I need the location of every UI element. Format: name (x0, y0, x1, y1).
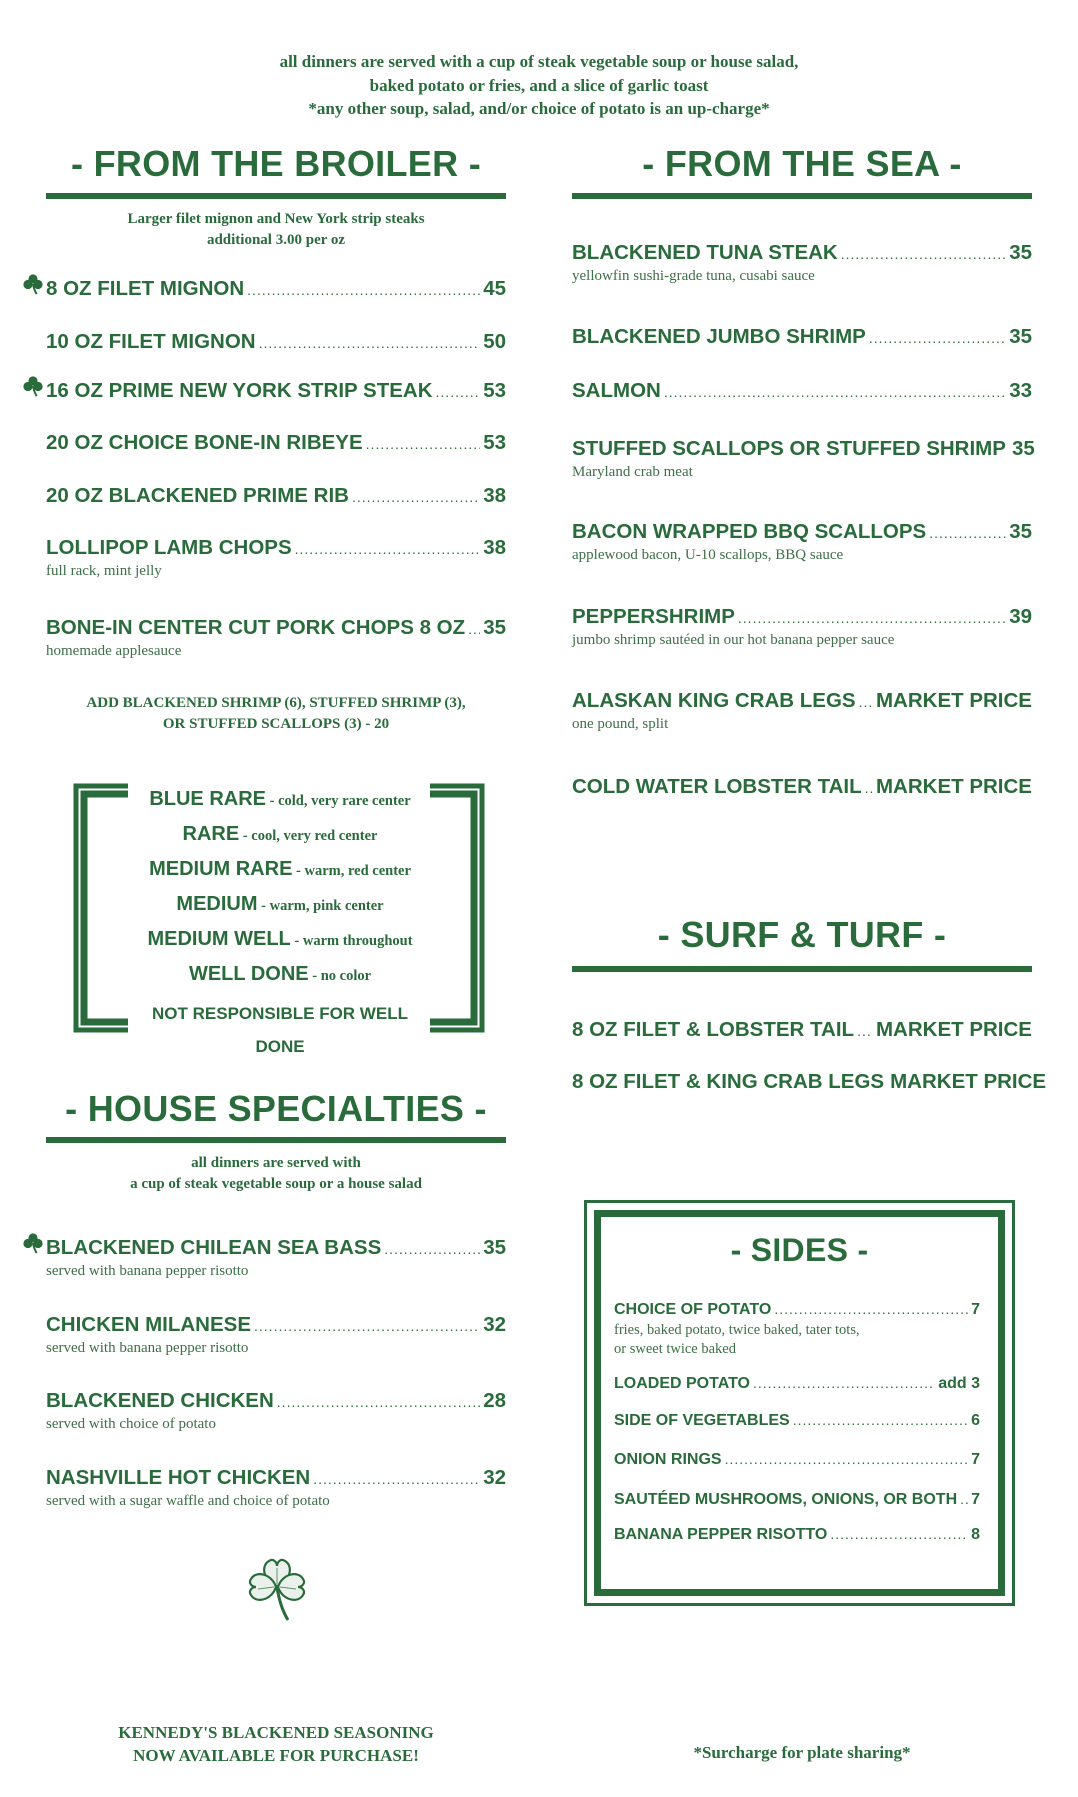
house-heading: - HOUSE SPECIALTIES - (65, 1088, 487, 1129)
menu-item (46, 615, 506, 660)
sea-rule (572, 193, 1032, 199)
leader-dots (436, 379, 481, 405)
temp-row (130, 923, 430, 958)
item-row (46, 378, 506, 405)
broiler-note-line-1: Larger filet mignon and New York strip steaks (127, 211, 425, 227)
item-row (46, 1388, 506, 1415)
item-price: 38 (483, 484, 506, 507)
item-price: 35 (483, 616, 506, 639)
leader-dots (869, 325, 1006, 351)
leader-dots (384, 1236, 480, 1262)
leader-dots (793, 1409, 968, 1431)
leader-dots (859, 689, 873, 715)
temp-row (130, 783, 430, 818)
addon-line-2: OR STUFFED SCALLOPS (3) - 20 (162, 716, 390, 732)
item-price: MARKET PRICE (875, 775, 1032, 798)
item-name: BLACKENED TUNA STEAK (572, 241, 838, 264)
leader-dots (830, 1523, 968, 1545)
item-name: LOLLIPOP LAMB CHOPS (46, 536, 292, 559)
temp-row (130, 818, 430, 853)
menu-item (46, 329, 506, 356)
item-price: 35 (1009, 325, 1032, 348)
side-item (614, 1488, 980, 1511)
side-item (614, 1298, 980, 1359)
item-name: SAUTÉED MUSHROOMS, ONIONS, OR BOTH (614, 1491, 958, 1508)
item-row (614, 1448, 980, 1471)
menu-item (46, 430, 506, 457)
item-description: one pound, split (572, 716, 669, 732)
item-row (572, 688, 1032, 715)
item-name: ALASKAN KING CRAB LEGS (572, 689, 856, 712)
item-description: full rack, mint jelly (46, 563, 162, 579)
temp-desc: - warm, pink center (257, 898, 384, 914)
menu-item (572, 1017, 1032, 1044)
house-note-line-2: a cup of steak vegetable soup or a house salad (130, 1176, 422, 1192)
intro-note (0, 50, 1078, 121)
item-description: served with a sugar waffle and choice of potato (46, 1493, 330, 1509)
item-row (614, 1523, 980, 1546)
menu-item (572, 324, 1032, 351)
shamrock-logo-icon (242, 1552, 312, 1624)
item-row (614, 1409, 980, 1432)
item-name: BACON WRAPPED BBQ SCALLOPS (572, 520, 927, 543)
item-price: 33 (1009, 379, 1032, 402)
item-name: BLACKENED CHILEAN SEA BASS (46, 1236, 382, 1259)
menu-item (46, 1388, 506, 1433)
item-name: COLD WATER LOBSTER TAIL (572, 775, 862, 798)
temp-term: BLUE RARE (149, 788, 266, 810)
item-description: yellowfin sushi-grade tuna, cusabi sauce (572, 268, 815, 284)
item-name: PEPPERSHRIMP (572, 605, 735, 628)
sides-heading: - SIDES - (730, 1232, 869, 1268)
seasoning-note (46, 1721, 506, 1767)
leader-dots (295, 536, 481, 562)
leader-dots (841, 241, 1006, 267)
menu-item (46, 1312, 506, 1357)
menu-item (46, 535, 506, 580)
item-row (572, 1017, 1032, 1044)
item-row (572, 1069, 1047, 1096)
item-price: 7 (971, 1451, 980, 1468)
house-rule (46, 1137, 506, 1143)
item-price: 35 (1009, 241, 1032, 264)
leader-dots (929, 520, 1006, 546)
item-name: BONE-IN CENTER CUT PORK CHOPS 8 OZ (46, 616, 466, 639)
item-name: 16 OZ PRIME NEW YORK STRIP STEAK (46, 379, 433, 402)
menu-item (46, 378, 506, 405)
item-name: 8 OZ FILET MIGNON (46, 277, 245, 300)
sea-heading: - FROM THE SEA - (642, 143, 962, 184)
leader-dots (774, 1298, 968, 1320)
leader-dots (247, 277, 480, 303)
item-name: BLACKENED JUMBO SHRIMP (572, 325, 866, 348)
menu-item (572, 519, 1032, 564)
item-description: Maryland crab meat (572, 464, 693, 480)
item-price: 32 (483, 1466, 506, 1489)
item-description: jumbo shrimp sautéed in our hot banana pepper sauce (572, 632, 895, 648)
menu-item (46, 1465, 506, 1510)
temp-row (130, 888, 430, 923)
item-row (572, 240, 1032, 267)
item-row (46, 1465, 506, 1492)
item-price: 35 (1009, 520, 1032, 543)
temp-desc: - no color (308, 968, 372, 984)
addon-line-1: ADD BLACKENED SHRIMP (6), STUFFED SHRIMP (3), (86, 695, 466, 711)
item-name: 10 OZ FILET MIGNON (46, 330, 256, 353)
item-price: MARKET PRICE (875, 1018, 1032, 1041)
leader-dots (960, 1488, 968, 1510)
broiler-rule (46, 193, 506, 199)
item-price: 35 (1011, 437, 1035, 460)
item-row (46, 329, 506, 356)
leader-dots (725, 1448, 969, 1470)
item-price: MARKET PRICE (875, 689, 1032, 712)
menu-item (572, 774, 1032, 801)
leader-dots (254, 1313, 480, 1339)
leader-dots (352, 484, 480, 510)
temp-disclaimer: NOT RESPONSIBLE FOR WELL DONE (152, 1004, 408, 1056)
temp-desc: - warm, red center (292, 863, 411, 879)
shamrock-icon (22, 273, 44, 295)
intro-line-2: baked potato or fries, and a slice of garlic toast (369, 75, 709, 95)
item-name: LOADED POTATO (614, 1375, 750, 1392)
temp-desc: - warm throughout (290, 933, 413, 949)
house-note-line-1: all dinners are served with (191, 1155, 361, 1171)
item-row (572, 378, 1032, 405)
menu-item (572, 688, 1032, 733)
temp-row (130, 853, 430, 888)
house-note (46, 1153, 506, 1195)
side-item (614, 1448, 980, 1471)
item-description: served with banana pepper risotto (46, 1340, 249, 1356)
item-name: STUFFED SCALLOPS OR STUFFED SHRIMP (572, 437, 1006, 460)
surcharge-note: *Surcharge for plate sharing* (693, 1743, 911, 1762)
leader-dots (259, 330, 481, 356)
temp-term: WELL DONE (188, 963, 309, 985)
item-description: fries, baked potato, twice baked, tater tots, (614, 1322, 860, 1338)
item-row (46, 276, 506, 303)
item-description: or sweet twice baked (614, 1341, 736, 1357)
menu-item (572, 436, 1035, 481)
surf-rule (572, 966, 1032, 972)
menu-item (572, 378, 1032, 405)
item-row (46, 615, 506, 642)
item-row (614, 1488, 980, 1511)
item-description: served with choice of potato (46, 1416, 216, 1432)
item-description: applewood bacon, U-10 scallops, BBQ sauce (572, 547, 844, 563)
broiler-note-line-2: additional 3.00 per oz (206, 232, 346, 248)
item-name: BLACKENED CHICKEN (46, 1389, 274, 1412)
menu-item (572, 1069, 1047, 1096)
item-name: 20 OZ BLACKENED PRIME RIB (46, 484, 349, 507)
leader-dots (468, 616, 480, 642)
item-name: BANANA PEPPER RISOTTO (614, 1526, 828, 1543)
item-price: add 3 (938, 1375, 980, 1392)
item-price: 38 (483, 536, 506, 559)
item-row (572, 436, 1035, 463)
leader-dots (277, 1389, 480, 1415)
leader-dots (313, 1466, 480, 1492)
temp-term: MEDIUM WELL (147, 928, 291, 950)
item-name: CHOICE OF POTATO (614, 1301, 772, 1318)
item-price: 45 (483, 277, 506, 300)
leader-dots (865, 775, 873, 801)
item-description: served with banana pepper risotto (46, 1263, 249, 1279)
item-row (614, 1298, 980, 1321)
item-name: 20 OZ CHOICE BONE-IN RIBEYE (46, 431, 363, 454)
surf-heading: - SURF & TURF - (657, 914, 947, 955)
leader-dots (753, 1372, 935, 1394)
item-price: 7 (971, 1491, 980, 1508)
item-row (46, 483, 506, 510)
item-price: MARKET PRICE (890, 1070, 1047, 1093)
temp-term: RARE (182, 823, 240, 845)
item-row (572, 604, 1032, 631)
side-item (614, 1523, 980, 1546)
leader-dots (664, 379, 1006, 405)
item-description: homemade applesauce (46, 643, 182, 659)
item-price: 32 (483, 1313, 506, 1336)
seasoning-line-1: KENNEDY'S BLACKENED SEASONING (118, 1723, 434, 1742)
item-name: CHICKEN MILANESE (46, 1313, 252, 1336)
leader-dots (857, 1018, 873, 1044)
menu-item (46, 276, 506, 303)
side-item (614, 1409, 980, 1432)
item-row (572, 519, 1032, 546)
temp-term: MEDIUM (176, 893, 258, 915)
item-price: 8 (971, 1526, 980, 1543)
menu-item (572, 604, 1032, 649)
item-row (46, 1235, 506, 1262)
item-name: 8 OZ FILET & LOBSTER TAIL (572, 1018, 855, 1041)
item-row (46, 535, 506, 562)
broiler-note (46, 209, 506, 251)
leader-dots (738, 605, 1006, 631)
item-price: 50 (483, 330, 506, 353)
leader-dots (366, 431, 481, 457)
item-price: 53 (483, 379, 506, 402)
temp-desc: - cool, very red center (239, 828, 378, 844)
broiler-heading: - FROM THE BROILER - (71, 143, 481, 184)
item-row (614, 1372, 980, 1395)
temp-term: MEDIUM RARE (149, 858, 293, 880)
item-name: ONION RINGS (614, 1451, 722, 1468)
item-name: SALMON (572, 379, 661, 402)
item-price: 7 (971, 1301, 980, 1318)
menu-item (572, 240, 1032, 285)
item-price: 28 (483, 1389, 506, 1412)
intro-line-3: *any other soup, salad, and/or choice of potato is an up-charge* (308, 99, 770, 118)
item-name: SIDE OF VEGETABLES (614, 1412, 790, 1429)
item-name: 8 OZ FILET & KING CRAB LEGS (572, 1070, 885, 1093)
temp-row (130, 958, 430, 993)
item-price: 53 (483, 431, 506, 454)
menu-item (46, 483, 506, 510)
item-price: 35 (483, 1236, 506, 1259)
item-row (572, 324, 1032, 351)
temperature-guide (130, 783, 430, 1063)
intro-line-1: all dinners are served with a cup of steak vegetable soup or house salad, (279, 52, 799, 71)
item-row (572, 774, 1032, 801)
item-name: NASHVILLE HOT CHICKEN (46, 1466, 311, 1489)
item-price: 6 (971, 1412, 980, 1429)
shamrock-icon (22, 375, 44, 397)
item-price: 39 (1009, 605, 1032, 628)
shamrock-icon (22, 1232, 44, 1254)
addon-note (46, 693, 506, 735)
item-row (46, 430, 506, 457)
side-item (614, 1372, 980, 1395)
temp-desc: - cold, very rare center (266, 793, 411, 809)
seasoning-line-2: NOW AVAILABLE FOR PURCHASE! (133, 1746, 419, 1765)
menu-item (46, 1235, 506, 1280)
sides-list (614, 1298, 980, 1546)
item-row (46, 1312, 506, 1339)
